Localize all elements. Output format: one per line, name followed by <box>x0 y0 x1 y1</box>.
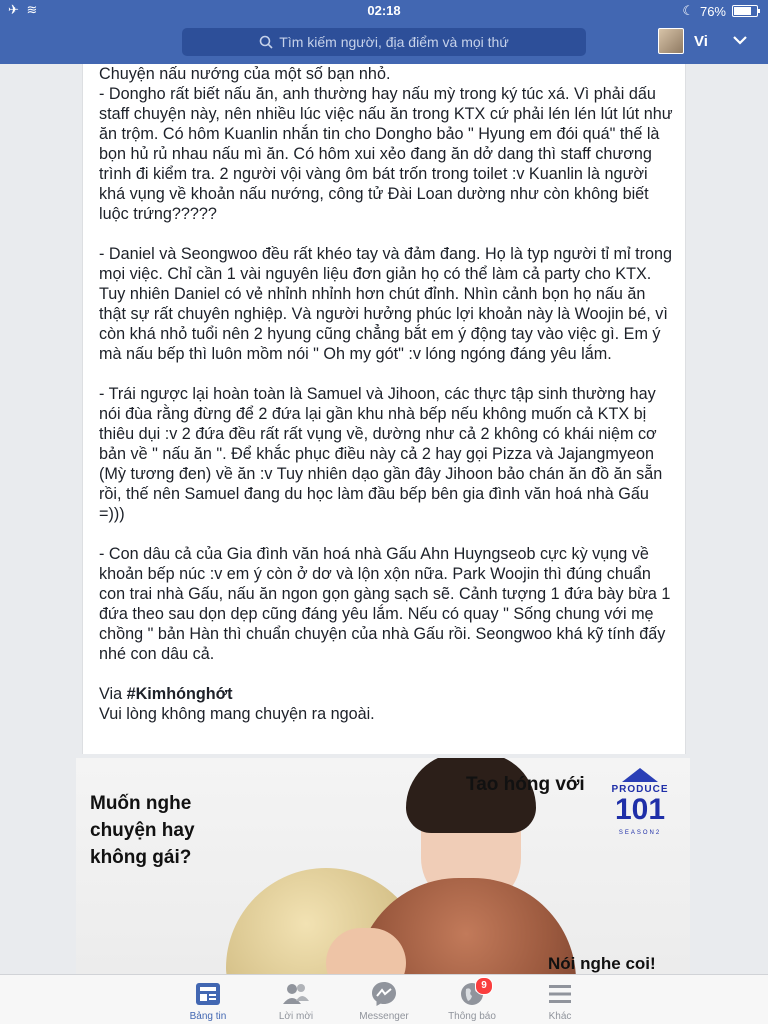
search-icon <box>259 35 273 49</box>
tab-label: Messenger <box>359 1011 409 1022</box>
tab-messenger[interactable] <box>344 979 424 1022</box>
battery-percent: 76% <box>699 3 726 19</box>
tab-news-feed[interactable] <box>168 979 248 1022</box>
tab-label: Bảng tin <box>189 1011 227 1022</box>
moon-icon: ☾ <box>682 3 694 18</box>
top-navigation-bar <box>0 0 768 64</box>
profile-button[interactable] <box>658 28 708 54</box>
tab-notifications[interactable] <box>432 979 512 1022</box>
tab-label: Thông báo <box>448 1011 496 1022</box>
search-placeholder: Tìm kiếm người, địa điểm và mọi thứ <box>279 34 509 50</box>
post-paragraph: - Con dâu cả của Gia đình văn hoá nhà Gấu Ahn Huyngseob cực kỳ vụng về khoản bếp núc :v em ý còn ở dơ và lộn xộn nữa. Park Woojin thì đúng chuẩn con trai nhà Gấu, nấu ăn ngon gọn gàng sạch sẽ. Cảnh tượng 1 đứa bày bừa 1 đứa theo sau dọn dẹp cũng đáng yêu lắm. Nếu có quay " Sống chung với mẹ chồng " bản Hàn thì chuẩn chuyện của nhà Gấu rồi. Seongwoo khá kỹ tính đấy nhé con dâu cả. <box>99 545 675 663</box>
tab-label: Lời mời <box>278 1011 314 1022</box>
image-caption-bottom: Nói nghe coi! <box>548 954 656 973</box>
globe-icon <box>457 979 487 1009</box>
battery-icon <box>732 5 758 17</box>
news-feed-icon <box>193 979 223 1009</box>
image-caption-top: Tao hóng với <box>466 774 585 795</box>
airplane-wifi-icons: ✈ ≋ <box>8 2 40 17</box>
via-prefix: Via <box>99 685 127 703</box>
post-image[interactable] <box>76 758 690 974</box>
avatar <box>658 28 684 54</box>
friend-requests-icon <box>281 979 311 1009</box>
battery-indicator <box>682 3 758 19</box>
status-bar <box>0 0 768 20</box>
notification-badge: 9 <box>475 977 493 995</box>
post-paragraph: - Daniel và Seongwoo đều rất khéo tay và đảm đang. Họ là typ người tỉ mỉ trong mọi việc. Chỉ cần 1 vài nguyên liệu đơn giản họ có thể làm cả party cho KTX. Tuy nhiên Daniel có vẻ nhỉnh nhỉnh hơn chút đỉnh. Nhìn cảnh bọn họ nấu ăn thật sự rất chuyên nghiệp. Và người hưởng phúc lợi khoản này là Woojin bé, vì còn khá nhỏ tuổi nên 2 hyung cũng chẳng bắt em ý động tay vào việc gì. Em ý mà nấu bếp thì luôn mồm nói " Oh my gót" :v lóng ngóng đáng yêu lắm. <box>99 245 677 363</box>
tab-friend-requests[interactable] <box>256 979 336 1022</box>
post-card <box>82 64 686 754</box>
bottom-tab-bar <box>0 974 768 1024</box>
chevron-down-icon[interactable] <box>732 32 748 50</box>
status-time: 02:18 <box>367 3 401 18</box>
post-paragraph: - Trái ngược lại hoàn toàn là Samuel và Jihoon, các thực tập sinh thường hay nói đùa rằng đừng để 2 đứa lại gần khu nhà bếp nếu không muốn cả KTX bị thiêu dụi :v 2 đứa đều rất rất vụng về, dường như cả 2 không có khái niệm cơ bản về " nấu ăn ". Để khắc phục điều này cả 2 hay gọi Pizza và Jajangmyeon (Mỳ tương đen) về ăn :v Tuy nhiên dạo gần đây Jihoon bảo chán ăn đồ ăn sẵn rồi, thế nên Samuel đang du học làm đầu bếp bên gia đình văn hoá nhà Gấu =))) <box>99 385 667 523</box>
post-paragraph: Chuyện nấu nướng của một số bạn nhỏ. - Dongho rất biết nấu ăn, anh thường hay nấu mỳ trong ký túc xá. Vì phải dấu staff chuyện này, nên nhiều lúc việc nấu ăn trong KTX cứ phải lén lén lút lút như ăn trộm. Có hôm Kuanlin nhắn tin cho Dongho bảo " Hyung em đói quá" thế là bọn hủ rủ nhau nấu mì ăn. Có hôm xui xẻo đang ăn dở dang thì staff chương trình đi kiểm tra. 2 người vội vàng ôm bát trốn trong toilet :v Kuanlin là người khá vụng về khoản nấu nướng, công tử Đài Loan dường như còn không biết luộc trứng????? <box>99 65 673 223</box>
messenger-icon <box>369 979 399 1009</box>
post-text <box>99 64 677 724</box>
image-caption-left: Muốn nghe chuyện hay không gái? <box>90 793 195 868</box>
search-bar[interactable] <box>182 28 586 56</box>
post-footer-line: Vui lòng không mang chuyện ra ngoài. <box>99 705 375 723</box>
tab-more[interactable] <box>520 979 600 1022</box>
produce-101-logo: PRODUCE 101 SEASON2 <box>600 768 680 846</box>
menu-icon <box>545 979 575 1009</box>
hashtag-link[interactable]: #Kimhónghớt <box>126 685 233 703</box>
profile-name: Vi <box>694 32 708 50</box>
tab-label: Khác <box>548 1011 572 1022</box>
